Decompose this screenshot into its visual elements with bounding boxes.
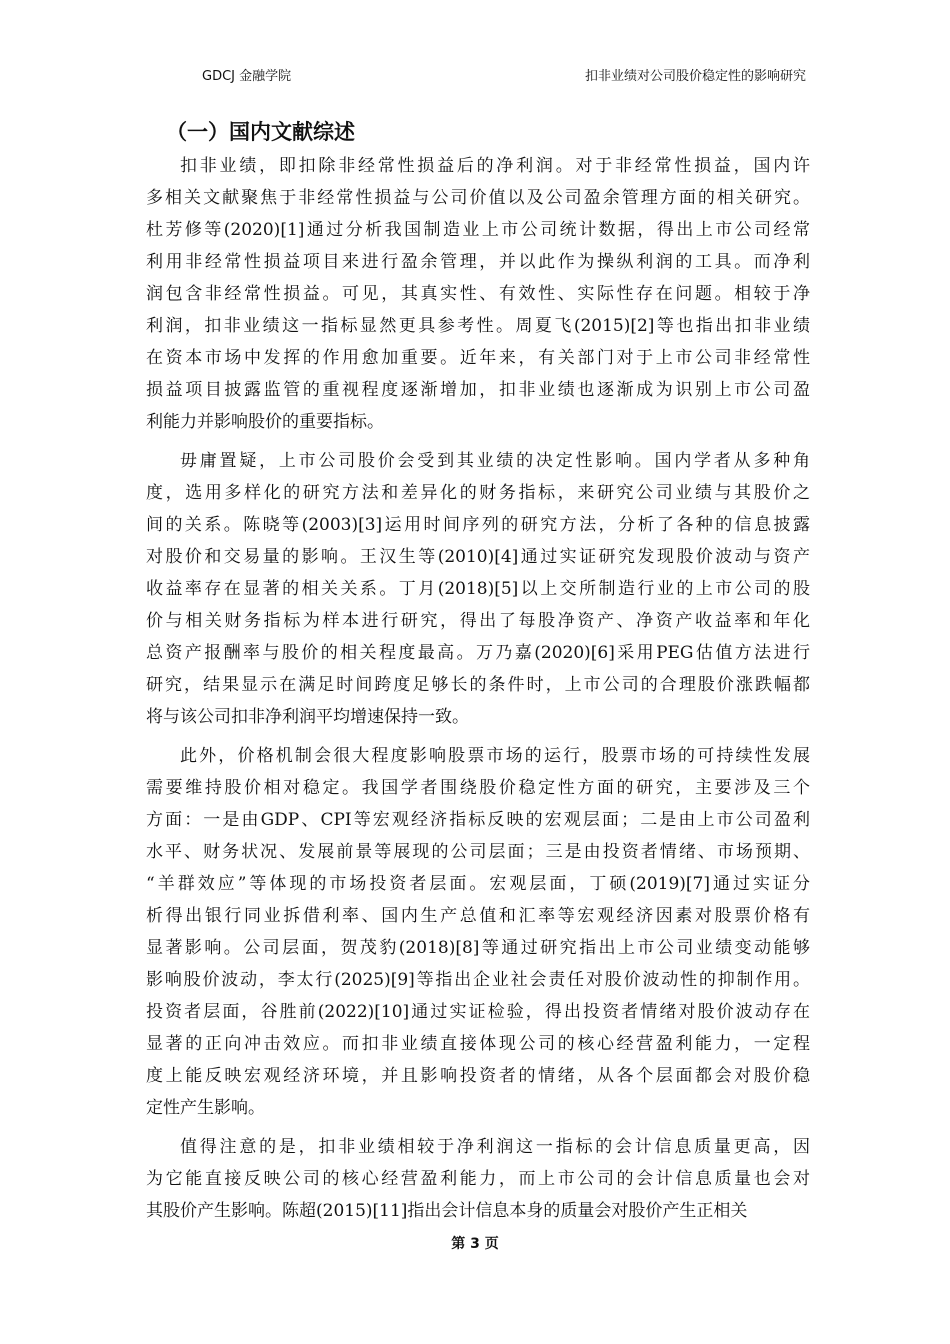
- body-text: [146, 150, 810, 1234]
- text-line: 显著的正向冲击效应。而扣非业绩直接体现公司的核心经营盈利能力，一定程: [146, 1034, 810, 1054]
- text-line: 将与该公司扣非净利润平均增速保持一致。: [146, 707, 469, 727]
- paragraph: [146, 150, 810, 438]
- text-line: 利用非经常性损益项目来进行盈余管理，并以此作为操纵利润的工具。而净利: [146, 252, 810, 272]
- text-line: 扣非业绩，即扣除非经常性损益后的净利润。对于非经常性损益，国内许: [180, 156, 810, 176]
- header-institution: GDCJ 金融学院: [202, 69, 292, 84]
- text-line: 方面：一是由GDP、CPI等宏观经济指标反映的宏观层面；二是由上市公司盈利: [146, 810, 810, 830]
- text-line: 度，选用多样化的研究方法和差异化的财务指标，来研究公司业绩与其股价之: [146, 483, 810, 503]
- text-line: 析得出银行同业拆借利率、国内生产总值和汇率等宏观经济因素对股票价格有: [146, 906, 810, 926]
- text-line: 其股价产生影响。陈超(2015)[11]指出会计信息本身的质量会对股价产生正相关: [146, 1201, 748, 1221]
- text-line: 间的关系。陈晓等(2003)[3]运用时间序列的研究方法，分析了各种的信息披露: [146, 515, 810, 535]
- text-line: 多相关文献聚焦于非经常性损益与公司价值以及公司盈余管理方面的相关研究。: [146, 188, 810, 208]
- text-line: 杜芳修等(2020)[1]通过分析我国制造业上市公司统计数据，得出上市公司经常: [146, 220, 810, 240]
- text-line: 投资者层面，谷胜前(2022)[10]通过实证检验，得出投资者情绪对股价波动存在: [146, 1002, 810, 1022]
- text-line: 此外，价格机制会很大程度影响股票市场的运行，股票市场的可持续性发展: [180, 746, 810, 766]
- text-line: 价与相关财务指标为样本进行研究，得出了每股净资产、净资产收益率和年化: [146, 611, 810, 631]
- paragraph: [146, 445, 810, 733]
- text-line: 对股价和交易量的影响。王汉生等(2010)[4]通过实证研究发现股价波动与资产: [146, 547, 810, 567]
- section-title: （一）国内文献综述: [166, 120, 355, 144]
- text-line: 显著影响。公司层面，贺茂豹(2018)[8]等通过研究指出上市公司业绩变动能够: [146, 938, 810, 958]
- text-line: 损益项目披露监管的重视程度逐渐增加，扣非业绩也逐渐成为识别上市公司盈: [146, 380, 810, 400]
- text-line: “羊群效应”等体现的市场投资者层面。宏观层面，丁硕(2019)[7]通过实证分: [146, 874, 810, 894]
- text-line: 需要维持股价相对稳定。我国学者围绕股价稳定性方面的研究，主要涉及三个: [146, 778, 810, 798]
- text-line: 总资产报酬率与股价的相关程度最高。万乃嘉(2020)[6]采用PEG估值方法进行: [146, 643, 810, 663]
- text-line: 润包含非经常性损益。可见，其真实性、有效性、实际性存在问题。相较于净: [146, 284, 810, 304]
- text-line: 影响股价波动，李太行(2025)[9]等指出企业社会责任对股价波动性的抑制作用。: [146, 970, 810, 990]
- text-line: 毋庸置疑，上市公司股价会受到其业绩的决定性影响。国内学者从多种角: [180, 451, 810, 471]
- page-number: 第 3 页: [451, 1236, 499, 1252]
- paragraph: [146, 740, 810, 1124]
- text-line: 利润，扣非业绩这一指标显然更具参考性。周夏飞(2015)[2]等也指出扣非业绩: [146, 316, 810, 336]
- text-line: 水平、财务状况、发展前景等展现的公司层面；三是由投资者情绪、市场预期、: [146, 842, 810, 862]
- text-line: 利能力并影响股价的重要指标。: [146, 412, 384, 432]
- text-line: 为它能直接反映公司的核心经营盈利能力，而上市公司的会计信息质量也会对: [146, 1169, 810, 1189]
- text-line: 定性产生影响。: [146, 1098, 265, 1118]
- text-line: 在资本市场中发挥的作用愈加重要。近年来，有关部门对于上市公司非经常性: [146, 348, 810, 368]
- text-line: 度上能反映宏观经济环境，并且影响投资者的情绪，从各个层面都会对股价稳: [146, 1066, 810, 1086]
- header-divider: [144, 90, 806, 91]
- header-thesis-title: 扣非业绩对公司股价稳定性的影响研究: [584, 69, 806, 84]
- text-line: 研究，结果显示在满足时间跨度足够长的条件时，上市公司的合理股价涨跌幅都: [146, 675, 810, 695]
- paragraph: [146, 1131, 810, 1227]
- text-line: 收益率存在显著的相关关系。丁月(2018)[5]以上交所制造行业的上市公司的股: [146, 579, 810, 599]
- text-line: 值得注意的是，扣非业绩相较于净利润这一指标的会计信息质量更高，因: [180, 1137, 810, 1157]
